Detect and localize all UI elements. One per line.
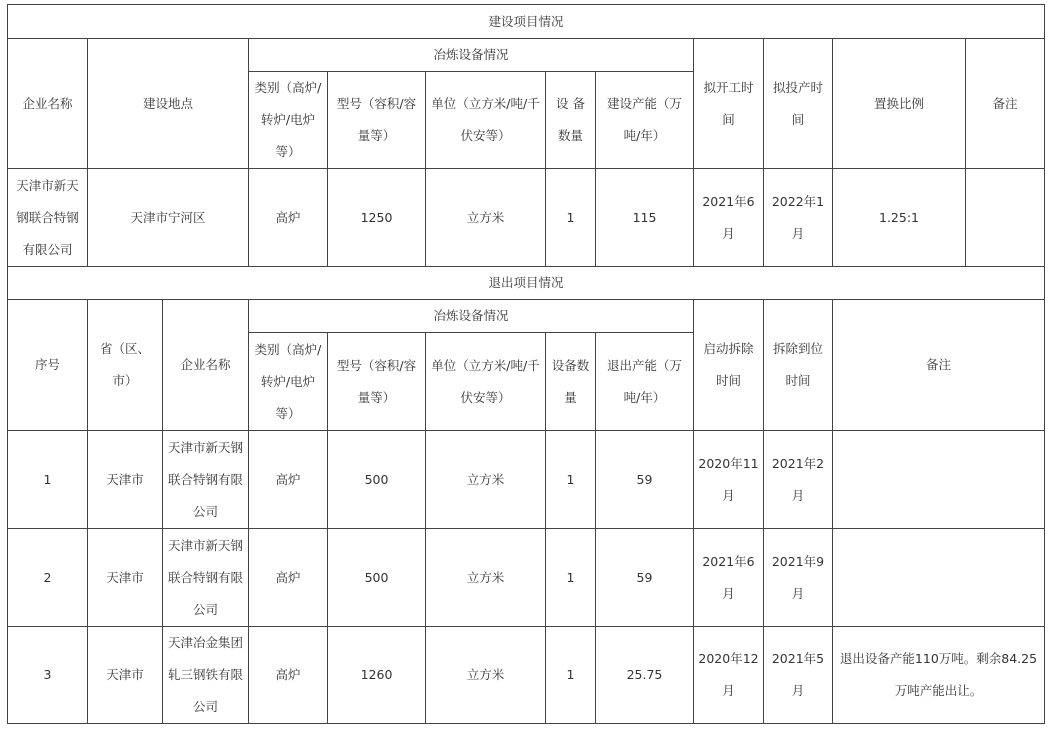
exit-company: 天津市新天钢联合特钢有限公司 (163, 529, 249, 627)
exit-company: 天津市新天钢联合特钢有限公司 (163, 431, 249, 529)
exit-table-row (8, 529, 1045, 627)
exit-end-time: 2021年2月 (764, 431, 833, 529)
exit-province: 天津市 (88, 627, 163, 724)
exit-header-quantity: 设备数量 (546, 333, 596, 431)
exit-model: 500 (328, 431, 426, 529)
exit-company: 天津冶金集团轧三钢铁有限公司 (163, 627, 249, 724)
build-header-start-time: 拟开工时间 (694, 39, 764, 169)
build-header-location: 建设地点 (88, 39, 249, 169)
exit-province: 天津市 (88, 529, 163, 627)
exit-quantity: 1 (546, 627, 596, 724)
exit-header-remark: 备注 (833, 300, 1045, 431)
build-quantity: 1 (546, 169, 596, 267)
exit-start-time: 2021年6月 (694, 529, 764, 627)
exit-table-row (8, 431, 1045, 529)
build-header-capacity: 建设产能（万吨/年） (596, 72, 694, 169)
exit-capacity: 59 (596, 529, 694, 627)
exit-category: 高炉 (249, 627, 328, 724)
build-ratio: 1.25:1 (833, 169, 966, 267)
build-remark (966, 169, 1045, 267)
exit-header-capacity: 退出产能（万吨/年） (596, 333, 694, 431)
exit-category: 高炉 (249, 529, 328, 627)
build-model: 1250 (328, 169, 426, 267)
capacity-replacement-table (7, 4, 1045, 724)
build-start-time: 2021年6月 (694, 169, 764, 267)
exit-quantity: 1 (546, 431, 596, 529)
exit-capacity: 25.75 (596, 627, 694, 724)
build-category: 高炉 (249, 169, 328, 267)
exit-model: 500 (328, 529, 426, 627)
exit-capacity: 59 (596, 431, 694, 529)
exit-index: 2 (8, 529, 88, 627)
build-capacity: 115 (596, 169, 694, 267)
exit-index: 1 (8, 431, 88, 529)
exit-unit: 立方米 (426, 627, 546, 724)
exit-end-time: 2021年5月 (764, 627, 833, 724)
exit-header-company: 企业名称 (163, 300, 249, 431)
exit-start-time: 2020年12月 (694, 627, 764, 724)
exit-table-row (8, 627, 1045, 724)
exit-index: 3 (8, 627, 88, 724)
exit-unit: 立方米 (426, 529, 546, 627)
exit-category: 高炉 (249, 431, 328, 529)
exit-remark (833, 529, 1045, 627)
build-production-time: 2022年1月 (764, 169, 833, 267)
exit-header-smelting: 冶炼设备情况 (249, 300, 694, 333)
exit-end-time: 2021年9月 (764, 529, 833, 627)
exit-section-title: 退出项目情况 (8, 267, 1045, 300)
exit-header-model: 型号（容积/容量等） (328, 333, 426, 431)
exit-header-category: 类别（高炉/转炉/电炉等） (249, 333, 328, 431)
exit-header-start-time: 启动拆除时间 (694, 300, 764, 431)
exit-header-end-time: 拆除到位时间 (764, 300, 833, 431)
build-table-row (8, 169, 1045, 267)
exit-header-index: 序号 (8, 300, 88, 431)
build-header-category: 类别（高炉/转炉/电炉等） (249, 72, 328, 169)
exit-unit: 立方米 (426, 431, 546, 529)
build-header-remark: 备注 (966, 39, 1045, 169)
exit-remark: 退出设备产能110万吨。剩余84.25万吨产能出让。 (833, 627, 1045, 724)
build-header-production-time: 拟投产时间 (764, 39, 833, 169)
build-location: 天津市宁河区 (88, 169, 249, 267)
build-company: 天津市新天钢联合特钢有限公司 (8, 169, 88, 267)
build-header-model: 型号（容积/容量等） (328, 72, 426, 169)
build-header-smelting: 冶炼设备情况 (249, 39, 694, 72)
build-section-title: 建设项目情况 (8, 5, 1045, 39)
exit-remark (833, 431, 1045, 529)
exit-province: 天津市 (88, 431, 163, 529)
build-header-ratio: 置换比例 (833, 39, 966, 169)
exit-header-province: 省（区、市） (88, 300, 163, 431)
build-header-unit: 单位（立方米/吨/千伏安等） (426, 72, 546, 169)
exit-header-unit: 单位（立方米/吨/千伏安等） (426, 333, 546, 431)
build-unit: 立方米 (426, 169, 546, 267)
exit-model: 1260 (328, 627, 426, 724)
exit-quantity: 1 (546, 529, 596, 627)
build-header-company: 企业名称 (8, 39, 88, 169)
exit-start-time: 2020年11月 (694, 431, 764, 529)
build-header-quantity: 设 备数量 (546, 72, 596, 169)
